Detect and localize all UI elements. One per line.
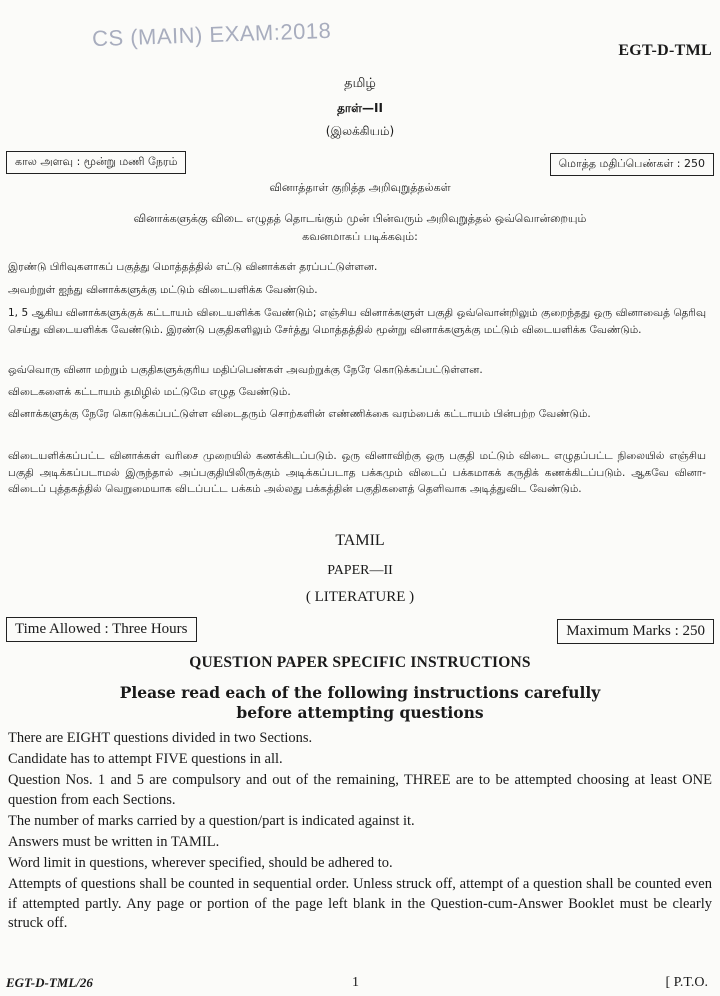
tamil-instruction-5: விடைகளைக் கட்டாயம் தமிழில் மட்டுமே எழுத வேண்டும். (8, 386, 291, 398)
please-read-line-2: before attempting questions (236, 703, 484, 722)
exam-stamp: CS (MAIN) EXAM:2018 (91, 17, 332, 52)
page-number: 1 (352, 975, 359, 990)
tamil-instruction-4: ஒவ்வொரு வினா மற்றும் பகுதிகளுக்குரிய மதிப்பெண்கள் அவற்றுக்கு நேரே கொடுக்கப்பட்டுள்ளன. (8, 364, 483, 376)
tamil-instruction-1: இரண்டு பிரிவுகளாகப் பகுத்து மொத்தத்தில் எட்டு வினாக்கள் தரப்பட்டுள்ளன. (8, 261, 378, 273)
english-instruction-7: Attempts of questions shall be counted in sequential order. Unless struck off, attempt of a question shall be counted even if attempted partly. Any page or portion of the page left blank in the Question-cum-Answer Booklet must be clearly struck off. (8, 876, 712, 931)
please-read-notice (0, 683, 720, 723)
tamil-max-marks: மொத்த மதிப்பெண்கள் : 250 (558, 157, 705, 170)
tamil-paper-number: தாள்—II (337, 101, 383, 115)
paper-code: EGT-D-TML (618, 42, 712, 59)
tamil-max-marks-box (550, 153, 714, 176)
english-instruction-1: There are EIGHT questions divided in two Sections. (8, 730, 313, 746)
tamil-instruction-6: வினாக்களுக்கு நேரே கொடுக்கப்பட்டுள்ள விடைதரும் சொற்களின் எண்ணிக்கை வரம்பைக் கட்டாயம் பின்பற்ற வேண்டும். (8, 408, 591, 420)
english-max-marks-box (557, 619, 714, 644)
tamil-time-allowed-box (6, 151, 186, 174)
tamil-time-allowed: கால அளவு : மூன்று மணி நேரம் (15, 155, 178, 168)
english-subtitle: ( LITERATURE ) (305, 589, 415, 605)
english-instruction-2: Candidate has to attempt FIVE questions in all. (8, 751, 283, 767)
english-instruction-4: The number of marks carried by a question/part is indicated against it. (8, 813, 415, 829)
english-time-allowed: Time Allowed : Three Hours (15, 621, 188, 637)
instructions-heading: QUESTION PAPER SPECIFIC INSTRUCTIONS (189, 654, 531, 671)
english-instruction-5: Answers must be written in TAMIL. (8, 834, 220, 850)
tamil-subject-title: தமிழ் (344, 76, 376, 91)
please-read-line-1: Please read each of the following instructions carefully (119, 683, 601, 702)
english-paper-number: PAPER—II (327, 563, 393, 578)
tamil-instructions-heading: வினாத்தாள் குறித்த அறிவுறுத்தல்கள் (269, 181, 451, 194)
pto-marker: [ P.T.O. (665, 975, 708, 990)
tamil-instructions-sub-line-1: வினாக்களுக்கு விடை எழுதத் தொடங்கும் முன் பின்வரும் அறிவுறுத்தல் ஒவ்வொன்றையும் (133, 212, 587, 225)
english-instruction-3: Question Nos. 1 and 5 are compulsory and out of the remaining, THREE are to be attempted choosing at least ONE question from each Sections. (8, 772, 712, 808)
english-max-marks: Maximum Marks : 250 (566, 623, 705, 639)
english-time-allowed-box (6, 617, 197, 642)
tamil-instruction-7: விடையளிக்கப்பட்ட வினாக்கள் வரிசை முறையில் கணக்கிடப்படும். ஒரு வினாவிற்கு ஒரு பகுதி மட்டும் விடை எழுதப்பட்ட நிலையில் எஞ்சிய பகுதி அடிக்கப்படாமல் இருந்தால் அப்பகுதியிலிருக்கும் அடிக்கப்படாத பக்கமும் விடைப் பக்கமாகக் கருதிக் கணக்கிடப்படும். ஆகவே வினா-விடைப் புத்தகத்தில் வெறுமையாக விடப்பட்ட பக்கம் அல்லது பக்கத்தின் பகுதிகளைத் தெளிவாக அடித்துவிட வேண்டும். (8, 450, 706, 495)
tamil-instruction-2: அவற்றுள் ஐந்து வினாக்களுக்கு மட்டும் விடையளிக்க வேண்டும். (8, 284, 318, 296)
footer-paper-code: EGT-D-TML/26 (6, 975, 93, 990)
tamil-instructions-sub-line-2: கவனமாகப் படிக்கவும்: (302, 230, 418, 243)
tamil-instruction-3: 1, 5 ஆகிய வினாக்களுக்குக் கட்டாயம் விடையளிக்க வேண்டும்; எஞ்சிய வினாக்களுள் பகுதி ஒவ்வொன்றிலும் குறைந்தது ஒரு வினாவைத் தெரிவு செய்து விடையளிக்க வேண்டும். இரண்டு பகுதிகளிலும் சேர்த்து மொத்தத்தில் மூன்று வினாக்களுக்கு மட்டும் விடையளிக்க வேண்டும். (8, 307, 706, 336)
english-subject-title: TAMIL (335, 532, 385, 549)
tamil-instructions-sub (0, 210, 720, 246)
english-instruction-6: Word limit in questions, wherever specified, should be adhered to. (8, 855, 393, 871)
tamil-subtitle: (இலக்கியம்) (325, 124, 395, 138)
